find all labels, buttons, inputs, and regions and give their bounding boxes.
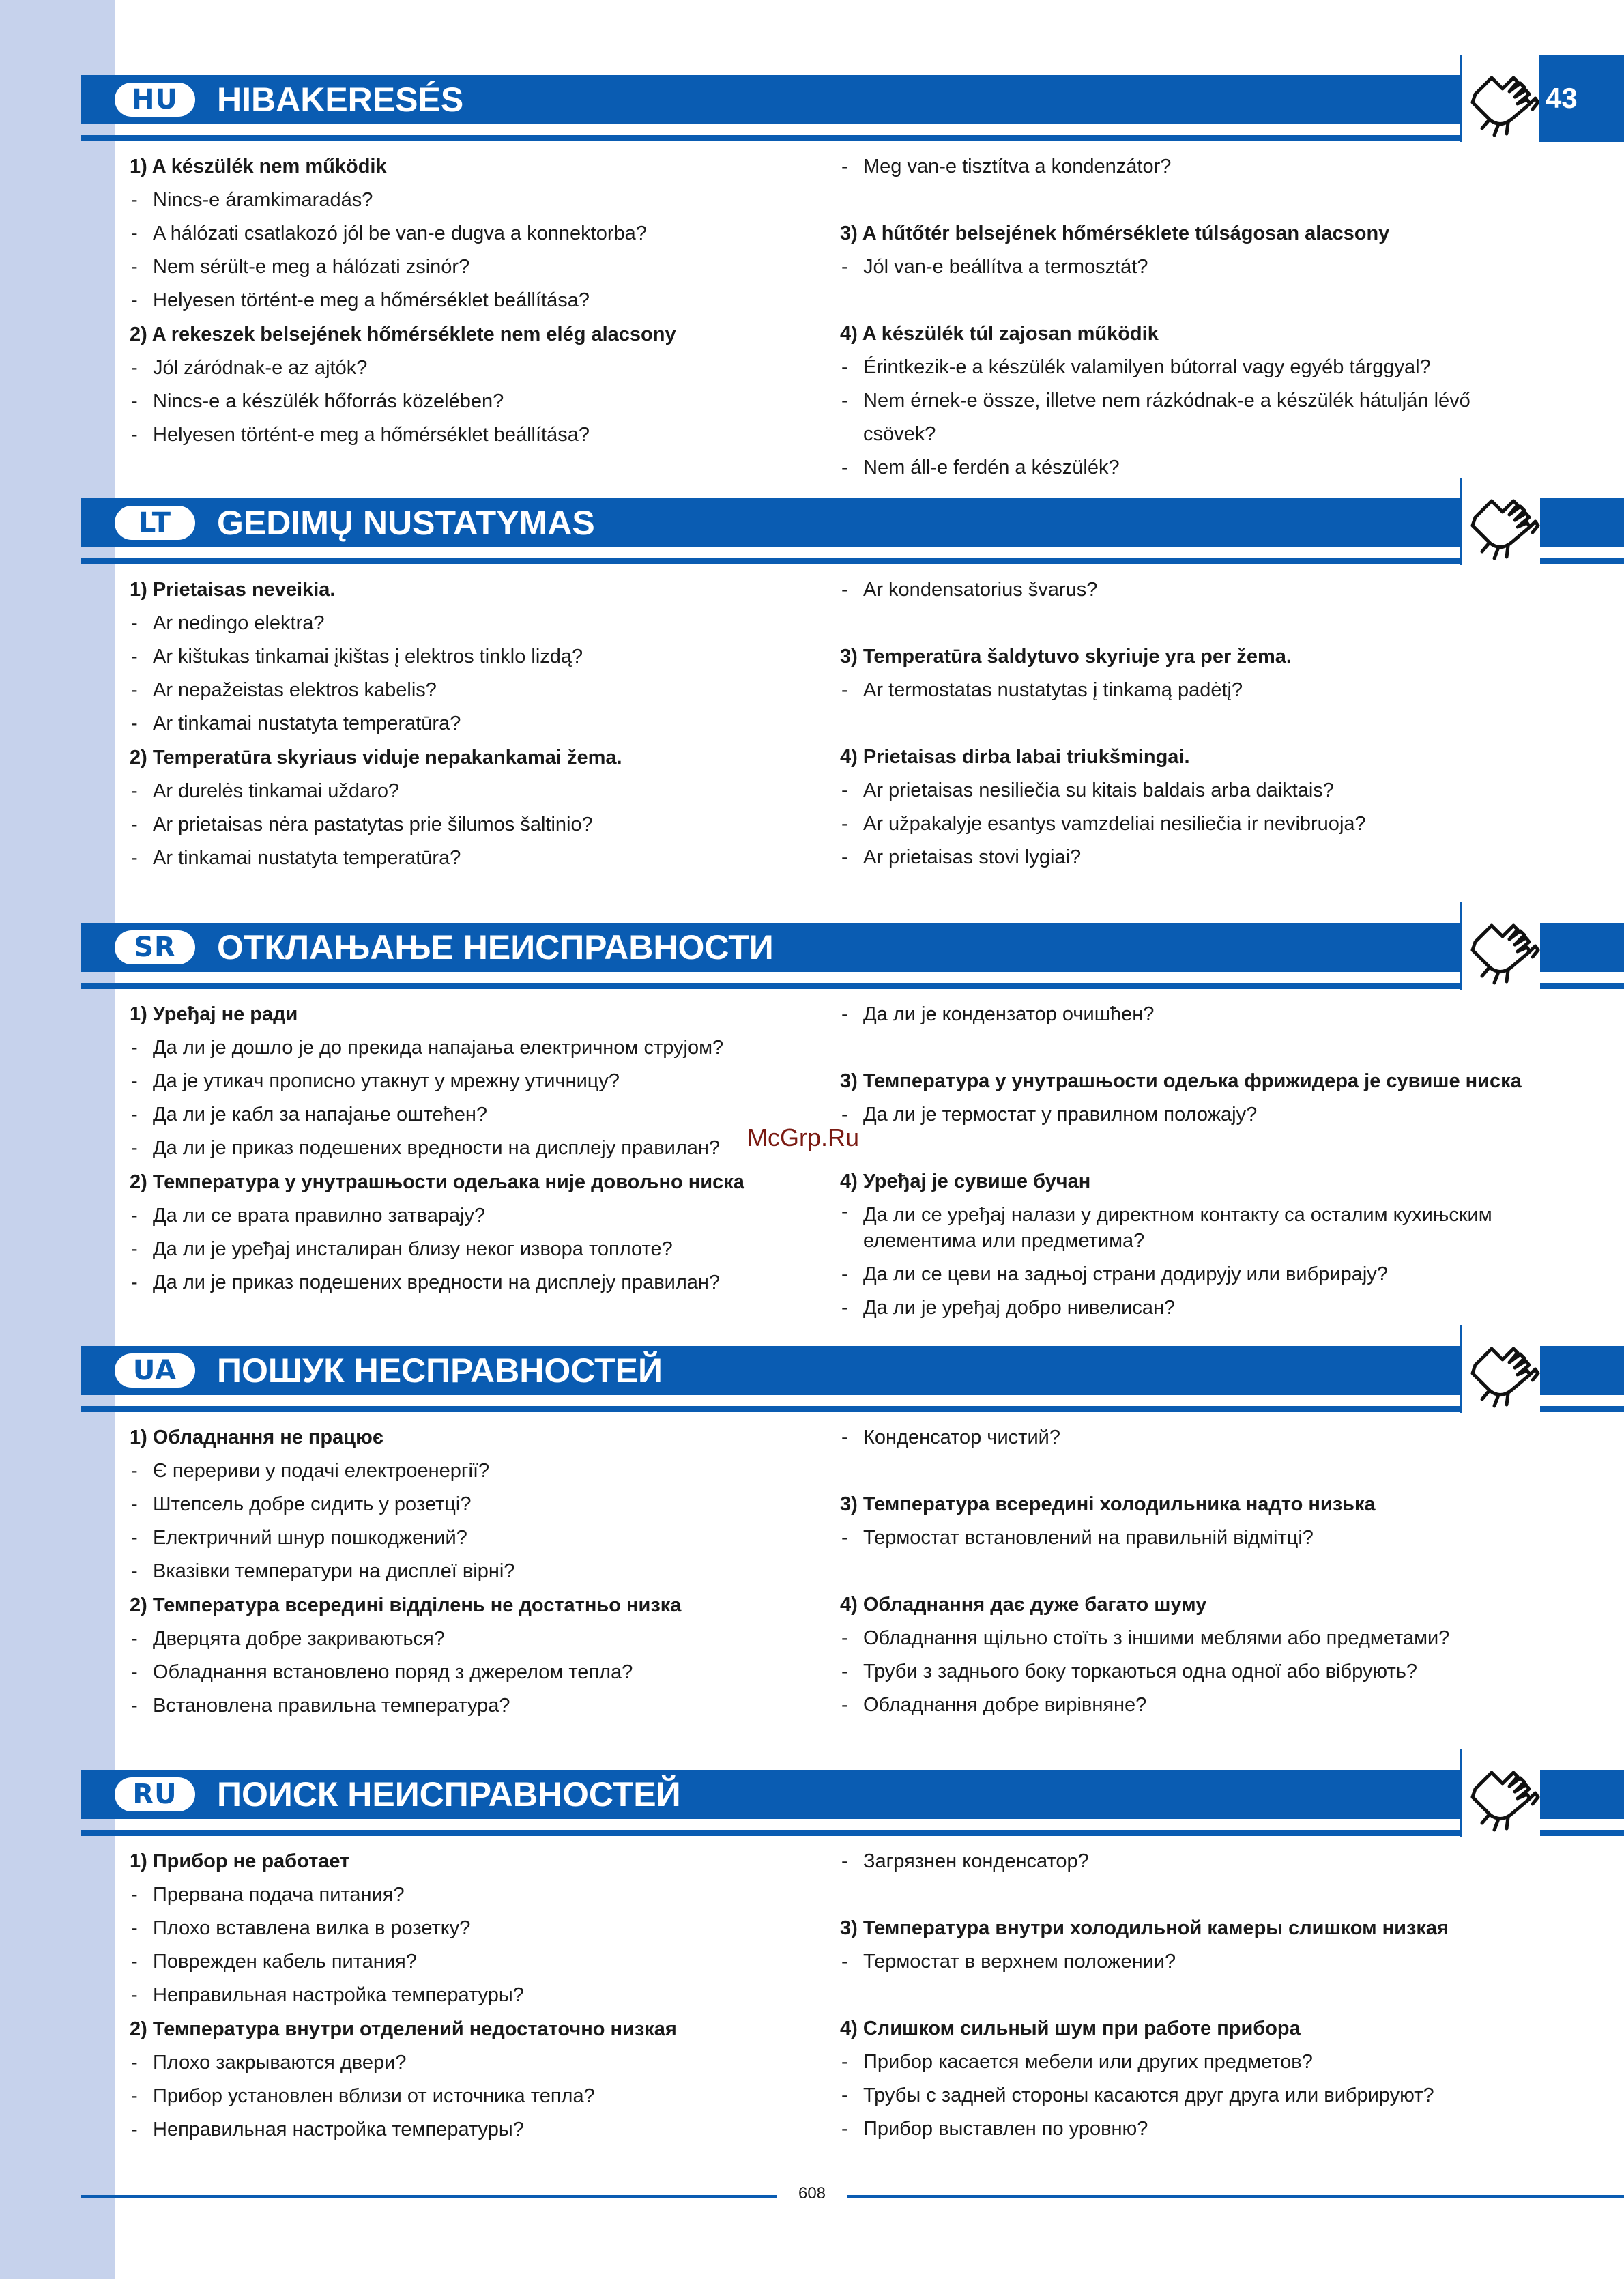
bullet-dash: - xyxy=(131,612,138,634)
list-item xyxy=(840,1622,1522,1655)
list-item-text: Ar nedingo elektra? xyxy=(153,612,325,634)
bullet-dash: - xyxy=(131,2119,138,2140)
list-item-text: Ar termostatas nustatytas į tinkamą padėtį? xyxy=(863,679,1243,701)
section-header-bar xyxy=(81,498,1624,547)
list-item-text: Плохо закрываются двери? xyxy=(153,2052,407,2074)
list-item-text: A hálózati csatlakozó jól be van-e dugva a konnektorba? xyxy=(153,223,647,244)
question-block xyxy=(130,998,812,1165)
list-item-text: Да ли се врата правилно затварају? xyxy=(153,1205,486,1227)
language-badge: SR xyxy=(115,930,195,964)
bullet-dash: - xyxy=(131,1984,138,2006)
bullet-dash: - xyxy=(131,1238,138,1260)
list-item xyxy=(840,774,1522,807)
list-item xyxy=(130,1878,812,1912)
list-item-text: Ar prietaisas nėra pastatytas prie šilumos šaltinio? xyxy=(153,814,593,835)
question-block xyxy=(840,1165,1522,1325)
hand-icon xyxy=(1460,1325,1540,1413)
question-block xyxy=(840,1065,1522,1132)
question-block xyxy=(840,1421,1522,1454)
bullet-dash: - xyxy=(841,579,848,601)
question-title: 4) Слишком сильный шум при работе прибора xyxy=(840,2018,1301,2039)
list-item xyxy=(840,451,1522,485)
bullet-dash: - xyxy=(131,390,138,412)
question-block xyxy=(840,317,1522,485)
bullet-dash: - xyxy=(841,1263,848,1285)
hand-icon xyxy=(1460,902,1540,990)
section-title: ПОШУК НЕСПРАВНОСТЕЙ xyxy=(217,1351,663,1390)
bullet-dash: - xyxy=(841,1661,848,1682)
section-ua xyxy=(81,1346,1624,1728)
bullet-dash: - xyxy=(131,1104,138,1126)
list-item-text: Да ли је приказ подешених вредности на дисплеју правилан? xyxy=(153,1272,721,1293)
list-item xyxy=(840,1258,1522,1291)
list-item-text: Неправильная настройка температуры? xyxy=(153,2119,524,2140)
question-title: 1) Прибор не работает xyxy=(130,1850,350,1872)
section-title: ОТКЛАЊАЊЕ НЕИСПРАВНОСТИ xyxy=(217,928,774,966)
list-item xyxy=(130,2046,812,2080)
list-item xyxy=(130,707,812,741)
list-item xyxy=(840,1945,1522,1979)
list-item-text: Ar užpakalyje esantys vamzdeliai nesiliečia ir nevibruoja? xyxy=(863,813,1366,835)
question-block xyxy=(840,741,1522,874)
list-item-text: Nincs-e áramkimaradás? xyxy=(153,189,373,211)
bullet-dash: - xyxy=(131,814,138,835)
list-item-text: Обладнання добре вирівняне? xyxy=(863,1694,1147,1716)
list-item-text: Встановлена правильна температура? xyxy=(153,1695,510,1717)
question-block xyxy=(130,1845,812,2012)
list-item-text: Да ли је дошло је до прекида напајања електричном струјом? xyxy=(153,1037,724,1059)
question-block xyxy=(840,2012,1522,2146)
question-title: 2) Temperatūra skyriaus viduje nepakankamai žema. xyxy=(130,747,622,769)
section-underline xyxy=(81,983,1624,989)
bullet-dash: - xyxy=(131,1917,138,1939)
list-item xyxy=(130,1266,812,1300)
list-item-text: Érintkezik-e a készülék valamilyen bútorral vagy egyéb tárggyal? xyxy=(863,356,1431,378)
language-badge: RU xyxy=(115,1777,195,1811)
list-item xyxy=(840,384,1522,451)
section-sr xyxy=(81,923,1624,1319)
list-item xyxy=(130,808,812,842)
bullet-dash: - xyxy=(841,1627,848,1649)
list-item xyxy=(840,1291,1522,1325)
section-header-bar xyxy=(81,75,1624,124)
footer-rule-right xyxy=(847,2195,1624,2198)
question-title: 1) Prietaisas neveikia. xyxy=(130,579,336,601)
bullet-dash: - xyxy=(131,189,138,211)
list-item-text: Ar kondensatorius švarus? xyxy=(863,579,1098,601)
question-title: 4) Prietaisas dirba labai triukšmingai. xyxy=(840,746,1190,768)
question-title: 3) A hűtőtér belsejének hőmérséklete túlságosan alacsony xyxy=(840,223,1390,244)
bullet-dash: - xyxy=(841,846,848,868)
list-item xyxy=(840,351,1522,384)
list-item xyxy=(130,1979,812,2012)
question-block xyxy=(840,573,1522,607)
section-ru xyxy=(81,1770,1624,2152)
bullet-dash: - xyxy=(841,1297,848,1319)
list-item-text: Nem érnek-e össze, illetve nem rázkódnak-e a készülék hátulján lévő csövek? xyxy=(863,390,1470,445)
question-title: 2) Температура внутри отделений недостаточно низкая xyxy=(130,2018,677,2040)
section-hu xyxy=(81,75,1624,478)
list-item-text: Штепсель добре сидить у розетці? xyxy=(153,1493,472,1515)
list-item-text: Ar tinkamai nustatyta temperatūra? xyxy=(153,847,461,869)
list-item-text: Да ли је уређај добро нивелисан? xyxy=(863,1297,1176,1319)
bullet-dash: - xyxy=(131,2085,138,2107)
bullet-dash: - xyxy=(841,390,848,412)
list-item xyxy=(130,775,812,808)
list-item-text: Helyesen történt-e meg a hőmérséklet beállítása? xyxy=(153,424,590,446)
list-item xyxy=(130,1622,812,1656)
bullet-dash: - xyxy=(131,1493,138,1515)
question-block xyxy=(840,1912,1522,1979)
list-item xyxy=(130,284,812,317)
footer-page-number: 608 xyxy=(798,2184,826,2203)
bullet-dash: - xyxy=(841,457,848,478)
question-title: 2) Температура у унутрашњости одељака није довољно ниска xyxy=(130,1171,744,1193)
question-title: 2) Температура всередині відділень не достатньо низка xyxy=(130,1594,682,1616)
list-item-text: Ar nepažeistas elektros kabelis? xyxy=(153,679,437,701)
list-item-text: Да ли се цеви на задњој страни додирују или вибрирају? xyxy=(863,1263,1388,1285)
question-block xyxy=(130,318,812,452)
bullet-dash: - xyxy=(841,256,848,278)
list-item xyxy=(130,217,812,250)
question-title: 1) Обладнання не працює xyxy=(130,1427,383,1448)
list-item xyxy=(130,1454,812,1488)
list-item-text: Термостат в верхнем положении? xyxy=(863,1951,1176,1973)
list-item-text: Загрязнен конденсатор? xyxy=(863,1850,1089,1872)
list-item xyxy=(840,573,1522,607)
list-item-text: Поврежден кабель питания? xyxy=(153,1951,417,1973)
bullet-dash: - xyxy=(131,1070,138,1092)
list-item xyxy=(840,1199,1522,1258)
page-number-tab: 43 xyxy=(1539,55,1624,142)
list-item xyxy=(840,150,1522,184)
list-item-text: Nem áll-e ferdén a készülék? xyxy=(863,457,1120,478)
question-block xyxy=(840,1845,1522,1878)
list-item xyxy=(130,674,812,707)
list-item-text: Ar tinkamai nustatyta temperatūra? xyxy=(153,713,461,734)
list-item-text: Обладнання встановлено поряд з джерелом тепла? xyxy=(153,1661,633,1683)
bullet-dash: - xyxy=(841,779,848,801)
list-item-text: Прибор касается мебели или других предметов? xyxy=(863,2051,1313,2073)
list-item xyxy=(130,1098,812,1132)
list-item-text: Nem sérült-e meg a hálózati zsinór? xyxy=(153,256,470,278)
list-item xyxy=(840,841,1522,874)
list-item-text: Дверцята добре закриваються? xyxy=(153,1628,445,1650)
question-title: 3) Температура у унутрашњости одељка фрижидера је сувише ниска xyxy=(840,1070,1522,1092)
list-item-text: Ar durelės tinkamai uždaro? xyxy=(153,780,400,802)
section-header-bar xyxy=(81,1346,1624,1395)
section-header-bar xyxy=(81,1770,1624,1819)
list-item-text: Да ли је кабл за напајање оштећен? xyxy=(153,1104,488,1126)
list-item xyxy=(840,2046,1522,2079)
bullet-dash: - xyxy=(131,2052,138,2074)
list-item-text: Meg van-e tisztítva a kondenzátor? xyxy=(863,156,1172,177)
hand-icon xyxy=(1460,55,1540,142)
question-block xyxy=(130,1421,812,1588)
list-item-text: Да ли је кондензатор очишћен? xyxy=(863,1003,1155,1025)
list-item xyxy=(840,1655,1522,1689)
list-item xyxy=(130,1555,812,1588)
bullet-dash: - xyxy=(841,356,848,378)
section-underline xyxy=(81,558,1624,564)
list-item xyxy=(840,998,1522,1031)
question-block xyxy=(130,573,812,741)
bullet-dash: - xyxy=(131,289,138,311)
question-block xyxy=(840,150,1522,184)
question-block xyxy=(130,1166,812,1300)
list-item-text: Да ли се уређај налази у директном контакту са осталим кухињским елементима или предметима? xyxy=(863,1204,1492,1252)
list-item-text: Трубы с задней стороны касаются друг друга или вибрируют? xyxy=(863,2084,1434,2106)
list-item-text: Є перериви у подачі електроенергії? xyxy=(153,1460,490,1482)
list-item xyxy=(840,1098,1522,1132)
question-title: 3) Температура всередині холодильника надто низька xyxy=(840,1493,1376,1515)
question-title: 1) A készülék nem működik xyxy=(130,156,387,177)
question-block xyxy=(130,741,812,875)
question-block xyxy=(840,1588,1522,1722)
list-item-text: Да ли је уређај инсталиран близу неког извора топлоте? xyxy=(153,1238,673,1260)
list-item xyxy=(130,1945,812,1979)
question-title: 4) Уређај је сувише бучан xyxy=(840,1171,1091,1192)
list-item xyxy=(130,352,812,385)
bullet-dash: - xyxy=(841,2118,848,2140)
list-item xyxy=(130,1233,812,1266)
bullet-dash: - xyxy=(131,679,138,701)
list-item-text: Jól záródnak-e az ajtók? xyxy=(153,357,368,379)
question-block xyxy=(840,998,1522,1031)
bullet-dash: - xyxy=(131,1951,138,1973)
question-block xyxy=(130,150,812,317)
list-item-text: Да ли је термостат у правилном положају? xyxy=(863,1104,1258,1126)
list-item-text: Плохо вставлена вилка в розетку? xyxy=(153,1917,471,1939)
section-title: GEDIMŲ NUSTATYMAS xyxy=(217,504,595,542)
list-item-text: Nincs-e a készülék hőforrás közelében? xyxy=(153,390,504,412)
list-item-text: Труби з заднього боку торкаються одна одної або вібрують? xyxy=(863,1661,1417,1682)
list-item-text: Helyesen történt-e meg a hőmérséklet beállítása? xyxy=(153,289,590,311)
bullet-dash: - xyxy=(841,2051,848,2073)
list-item xyxy=(130,842,812,875)
bullet-dash: - xyxy=(131,1695,138,1717)
list-item xyxy=(130,1912,812,1945)
bullet-dash: - xyxy=(131,1884,138,1906)
list-item-text: Прервана подача питания? xyxy=(153,1884,405,1906)
list-item-text: Ar prietaisas stovi lygiai? xyxy=(863,846,1082,868)
list-item xyxy=(130,385,812,418)
hand-icon xyxy=(1460,478,1540,565)
list-item xyxy=(130,1521,812,1555)
list-item xyxy=(130,184,812,217)
question-title: 4) Обладнання дає дуже багато шуму xyxy=(840,1594,1207,1616)
question-block xyxy=(840,1488,1522,1555)
bullet-dash: - xyxy=(841,1527,848,1549)
list-item xyxy=(840,2079,1522,2112)
section-title: HIBAKERESÉS xyxy=(217,81,464,119)
bullet-dash: - xyxy=(841,156,848,177)
question-block xyxy=(130,1589,812,1723)
list-item-text: Обладнання щільно стоїть з іншими меблями або предметами? xyxy=(863,1627,1450,1649)
list-item xyxy=(130,607,812,640)
list-item xyxy=(130,1031,812,1065)
bullet-dash: - xyxy=(131,1205,138,1227)
question-block xyxy=(840,640,1522,707)
list-item xyxy=(130,1199,812,1233)
language-badge: UA xyxy=(115,1353,195,1388)
list-item-text: Jól van-e beállítva a termosztát? xyxy=(863,256,1148,278)
bullet-dash: - xyxy=(841,679,848,701)
bullet-dash: - xyxy=(131,1460,138,1482)
question-title: 3) Temperatūra šaldytuvo skyriuje yra per žema. xyxy=(840,646,1292,668)
bullet-dash: - xyxy=(131,1661,138,1683)
bullet-dash: - xyxy=(131,1272,138,1293)
bullet-dash: - xyxy=(841,1003,848,1025)
section-title: ПОИСК НЕИСПРАВНОСТЕЙ xyxy=(217,1775,681,1814)
bullet-dash: - xyxy=(131,847,138,869)
list-item xyxy=(130,1656,812,1689)
list-item-text: Да је утикач прописно утакнут у мрежну утичницу? xyxy=(153,1070,620,1092)
section-underline xyxy=(81,135,1624,141)
watermark: McGrp.Ru xyxy=(747,1123,860,1151)
bullet-dash: - xyxy=(841,1694,848,1716)
section-underline xyxy=(81,1406,1624,1412)
language-badge: LT xyxy=(115,506,195,540)
bullet-dash: - xyxy=(841,1201,848,1222)
list-item xyxy=(130,1689,812,1723)
list-item xyxy=(840,1421,1522,1454)
bullet-dash: - xyxy=(131,646,138,668)
list-item xyxy=(130,1065,812,1098)
hand-icon xyxy=(1460,1749,1540,1837)
bullet-dash: - xyxy=(131,713,138,734)
list-item-text: Термостат встановлений на правильній відмітці? xyxy=(863,1527,1314,1549)
bullet-dash: - xyxy=(841,1427,848,1448)
list-item-text: Ar prietaisas nesiliečia su kitais baldais arba daiktais? xyxy=(863,779,1334,801)
list-item-text: Електричний шнур пошкоджений? xyxy=(153,1527,467,1549)
bullet-dash: - xyxy=(131,1137,138,1159)
list-item-text: Конденсатор чистий? xyxy=(863,1427,1060,1448)
section-underline xyxy=(81,1830,1624,1836)
question-title: 2) A rekeszek belsejének hőmérséklete nem elég alacsony xyxy=(130,324,676,345)
bullet-dash: - xyxy=(131,780,138,802)
list-item-text: Вказівки температури на дисплеї вірні? xyxy=(153,1560,515,1582)
list-item xyxy=(840,2112,1522,2146)
bullet-dash: - xyxy=(131,357,138,379)
bullet-dash: - xyxy=(131,424,138,446)
list-item xyxy=(840,1845,1522,1878)
question-title: 4) A készülék túl zajosan működik xyxy=(840,323,1159,345)
section-lt xyxy=(81,498,1624,880)
list-item xyxy=(840,674,1522,707)
bullet-dash: - xyxy=(131,1560,138,1582)
bullet-dash: - xyxy=(841,2084,848,2106)
list-item-text: Да ли је приказ подешених вредности на дисплеју правилан? xyxy=(153,1137,721,1159)
list-item xyxy=(130,2080,812,2113)
list-item xyxy=(130,1132,812,1165)
bullet-dash: - xyxy=(841,813,848,835)
list-item xyxy=(130,418,812,452)
question-title: 3) Температура внутри холодильной камеры слишком низкая xyxy=(840,1917,1449,1939)
bullet-dash: - xyxy=(841,1850,848,1872)
list-item xyxy=(130,640,812,674)
list-item xyxy=(840,1521,1522,1555)
list-item-text: Прибор выставлен по уровню? xyxy=(863,2118,1148,2140)
bullet-dash: - xyxy=(841,1104,848,1126)
list-item xyxy=(130,1488,812,1521)
list-item-text: Ar kištukas tinkamai įkištas į elektros tinklo lizdą? xyxy=(153,646,583,668)
list-item-text: Неправильная настройка температуры? xyxy=(153,1984,524,2006)
bullet-dash: - xyxy=(131,1628,138,1650)
list-item xyxy=(130,2113,812,2147)
question-block xyxy=(840,217,1522,284)
list-item xyxy=(840,250,1522,284)
question-block xyxy=(130,2013,812,2147)
bullet-dash: - xyxy=(131,223,138,244)
bullet-dash: - xyxy=(841,1951,848,1973)
list-item xyxy=(840,1689,1522,1722)
list-item-text: Прибор установлен вблизи от источника тепла? xyxy=(153,2085,595,2107)
bullet-dash: - xyxy=(131,1037,138,1059)
language-badge: HU xyxy=(115,83,195,117)
question-title: 1) Уређај не ради xyxy=(130,1003,298,1025)
bullet-dash: - xyxy=(131,256,138,278)
footer-rule-left xyxy=(81,2195,777,2198)
list-item xyxy=(840,807,1522,841)
bullet-dash: - xyxy=(131,1527,138,1549)
list-item xyxy=(130,250,812,284)
section-header-bar xyxy=(81,923,1624,972)
